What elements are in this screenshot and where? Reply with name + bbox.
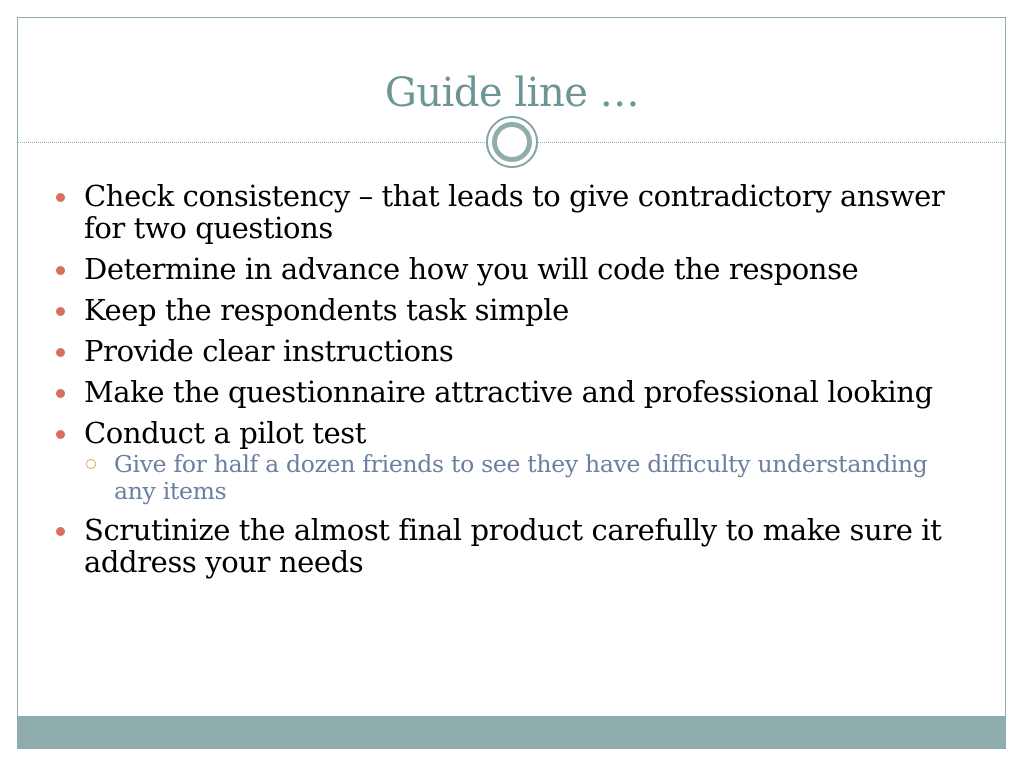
bullet-item-pilot-test — [52, 417, 972, 449]
sub-bullet-item-friends — [52, 451, 972, 505]
bullet-text: Provide clear instructions — [84, 334, 454, 368]
bullet-text: Check consistency – that leads to give contradictory answer for two questions — [84, 179, 945, 245]
bullet-icon — [56, 193, 65, 202]
bullet-icon — [56, 527, 65, 536]
bullet-icon — [56, 389, 65, 398]
bullet-text: Conduct a pilot test — [84, 416, 366, 450]
bullet-text: Determine in advance how you will code the response — [84, 252, 859, 286]
footer-bar — [17, 716, 1006, 749]
sub-bullet-icon — [86, 459, 96, 469]
bullet-text: Make the questionnaire attractive and professional looking — [84, 375, 933, 409]
bullet-icon — [56, 266, 65, 275]
bullet-item-keep-simple — [52, 294, 972, 326]
bullet-item-check-consistency — [52, 180, 972, 244]
bullet-icon — [56, 348, 65, 357]
bullet-item-clear-instructions — [52, 335, 972, 367]
bullet-list — [52, 180, 972, 587]
bullet-item-scrutinize — [52, 514, 972, 578]
title-ornament-inner-ring-icon — [492, 122, 532, 162]
bullet-text: Scrutinize the almost final product carefully to make sure it address your needs — [84, 513, 942, 579]
bullet-icon — [56, 307, 65, 316]
bullet-item-attractive-professional — [52, 376, 972, 408]
bullet-icon — [56, 430, 65, 439]
sub-bullet-text: Give for half a dozen friends to see they have difficulty understanding any items — [114, 450, 928, 505]
slide-title: Guide line … — [384, 70, 640, 116]
bullet-item-determine-coding — [52, 253, 972, 285]
bullet-text: Keep the respondents task simple — [84, 293, 569, 327]
